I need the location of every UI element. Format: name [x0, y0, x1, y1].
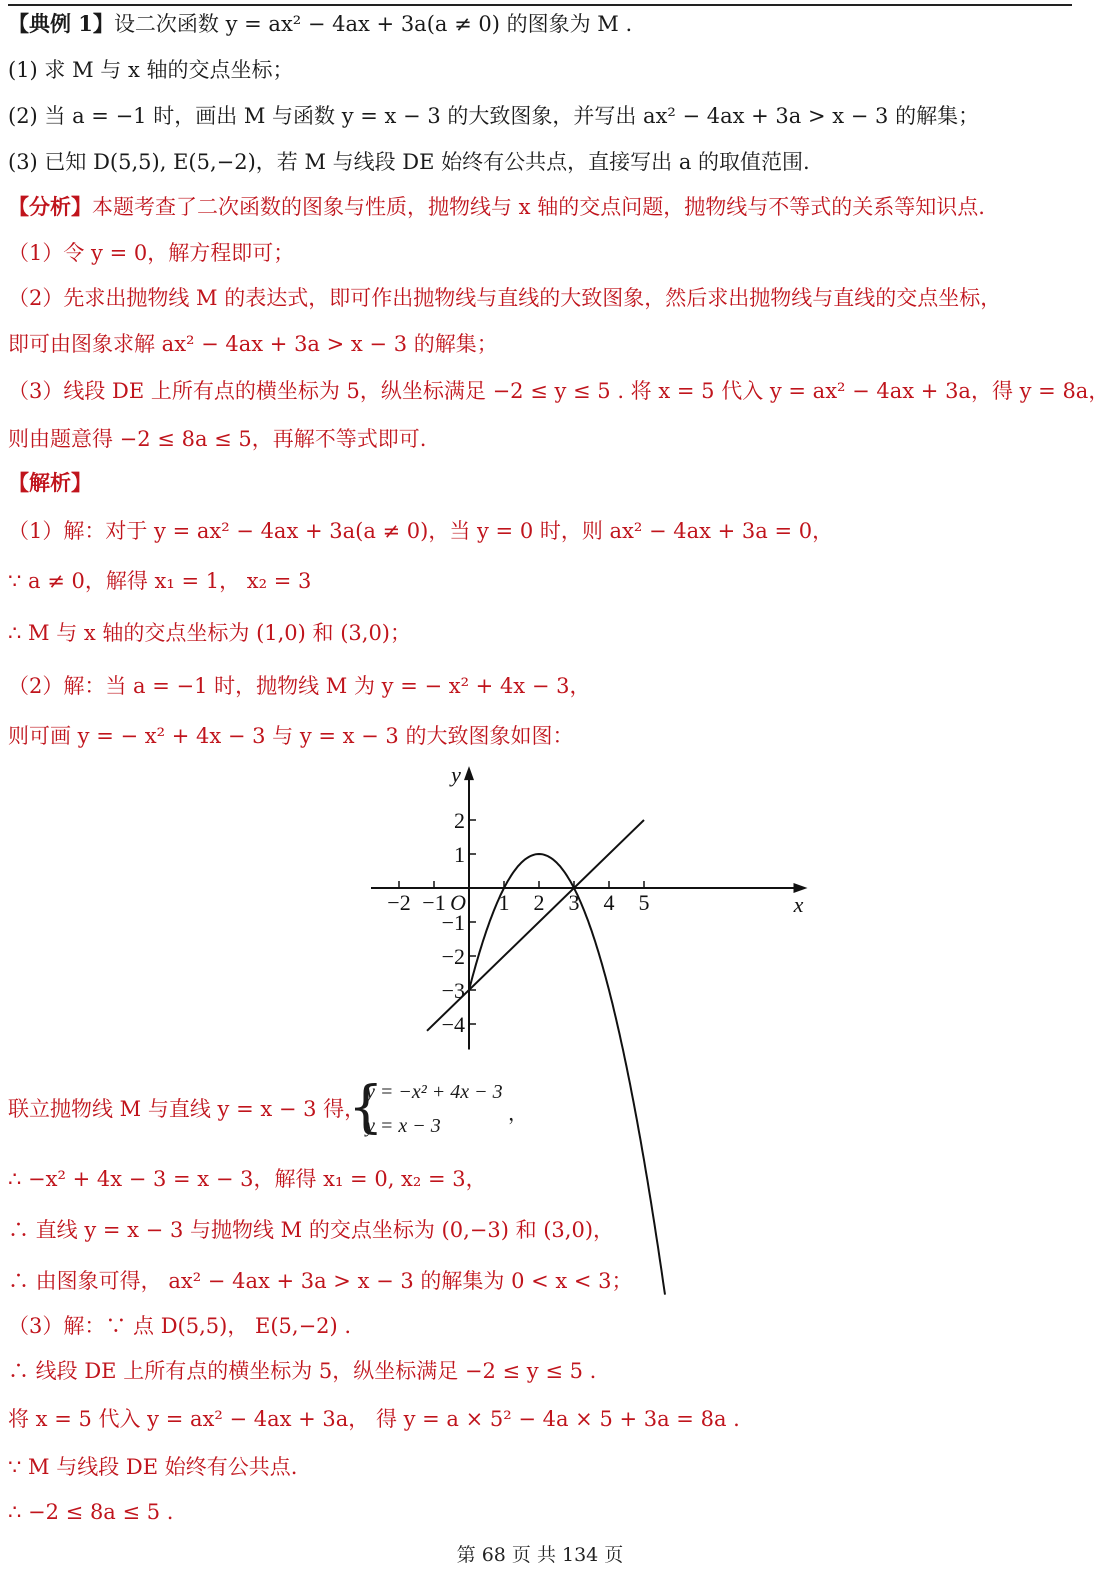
- problem-stem-text: 设二次函数 y = ax² − 4ax + 3a(a ≠ 0) 的图象为 M .: [113, 12, 633, 36]
- page-footer: 第 68 页 共 134 页: [456, 1544, 624, 1566]
- solution-line-12: 将 x = 5 代入 y = ax² − 4ax + 3a， 得 y = a × 5² − 4a × 5 + 3a = 8a .: [8, 1407, 740, 1431]
- y-axis-label: y: [451, 762, 461, 788]
- analysis-tag: 【分析】: [8, 194, 92, 219]
- analysis-part-1: （1）令 y = 0，解方程即可；: [8, 241, 295, 265]
- x-tick-label: 4: [603, 890, 615, 915]
- x-tick-label: 5: [638, 890, 650, 915]
- x-tick-label: 1: [498, 890, 510, 915]
- solution-line-11: ∴ 线段 DE 上所有点的横坐标为 5，纵坐标满足 −2 ≤ y ≤ 5 .: [8, 1359, 597, 1383]
- y-tick-label: 2: [454, 808, 465, 833]
- solution-line-3: ∴ M 与 x 轴的交点坐标为 (1,0) 和 (3,0)；: [8, 621, 411, 645]
- origin-label: O: [450, 890, 466, 915]
- y-tick-label: −1: [441, 910, 465, 935]
- solution-line-6: 联立抛物线 M 与直线 y = x − 3 得，: [8, 1097, 366, 1121]
- analysis-intro-text: 本题考查了二次函数的图象与性质，抛物线与 x 轴的交点问题，抛物线与不等式的关系等知识点.: [92, 195, 985, 219]
- analysis-intro: [8, 192, 1070, 222]
- solution-line-10: （3）解：∵ 点 D(5,5)， E(5,−2) .: [8, 1314, 352, 1338]
- x-tick-label: −1: [422, 890, 446, 915]
- solution-tag: 【解析】: [8, 470, 92, 495]
- system-equation-2: y = x − 3: [366, 1115, 441, 1137]
- question-3: (3) 已知 D(5,5), E(5,−2)，若 M 与线段 DE 始终有公共点，直接写出 a 的取值范围.: [8, 150, 810, 174]
- solution-line-13: ∵ M 与线段 DE 始终有公共点.: [8, 1455, 298, 1479]
- analysis-part-2a: （2）先求出抛物线 M 的表达式，即可作出抛物线与直线的大致图象，然后求出抛物线与直线的交点坐标，: [8, 286, 1002, 310]
- solution-line-8: ∴ 直线 y = x − 3 与抛物线 M 的交点坐标为 (0,−3) 和 (3,0)，: [8, 1218, 615, 1242]
- system-comma: ，: [508, 1103, 528, 1125]
- system-brace: {: [348, 1075, 384, 1140]
- solution-line-14: ∴ −2 ≤ 8a ≤ 5 .: [8, 1500, 174, 1524]
- solution-line-2: ∵ a ≠ 0，解得 x₁ = 1， x₂ = 3: [8, 569, 312, 593]
- solution-line-5: 则可画 y = − x² + 4x − 3 与 y = x − 3 的大致图象如图：: [8, 724, 574, 748]
- solution-line-9: ∴ 由图象可得， ax² − 4ax + 3a > x − 3 的解集为 0 < x < 3；: [8, 1269, 633, 1293]
- system-equation-1: y = −x² + 4x − 3: [366, 1081, 503, 1103]
- x-tick-label: −2: [387, 890, 411, 915]
- solution-line-7: ∴ −x² + 4x − 3 = x − 3，解得 x₁ = 0, x₂ = 3，: [8, 1167, 487, 1191]
- equation-system: [348, 1075, 528, 1145]
- solution-line-4: （2）解：当 a = −1 时，抛物线 M 为 y = − x² + 4x − 3，: [8, 674, 591, 698]
- y-tick-label: 1: [454, 842, 465, 867]
- question-2: (2) 当 a = −1 时，画出 M 与函数 y = x − 3 的大致图象，并写出 ax² − 4ax + 3a > x − 3 的解集；: [8, 104, 980, 128]
- y-tick-label: −2: [441, 944, 465, 969]
- x-tick-label: 2: [533, 890, 545, 915]
- function-graph: [360, 762, 804, 1062]
- top-rule: [8, 4, 1072, 6]
- y-axis-arrow: [464, 766, 474, 780]
- analysis-part-2b: 即可由图象求解 ax² − 4ax + 3a > x − 3 的解集；: [8, 332, 498, 356]
- x-tick-label: 3: [568, 890, 580, 915]
- problem-tag: 【典例 1】: [8, 11, 114, 36]
- y-tick-label: −3: [441, 978, 465, 1003]
- question-1: (1) 求 M 与 x 轴的交点坐标；: [8, 58, 294, 82]
- y-tick-label: −4: [441, 1012, 465, 1037]
- analysis-part-3a: （3）线段 DE 上所有点的横坐标为 5，纵坐标满足 −2 ≤ y ≤ 5 . 将 x = 5 代入 y = ax² − 4ax + 3a，得 y = 8a，: [8, 379, 1109, 403]
- x-axis-label: x: [793, 892, 804, 917]
- solution-line-1: （1）解：对于 y = ax² − 4ax + 3a(a ≠ 0)，当 y = 0 时，则 ax² − 4ax + 3a = 0，: [8, 519, 834, 543]
- problem-stem: [8, 9, 1070, 39]
- analysis-part-3b: 则由题意得 −2 ≤ 8a ≤ 5，再解不等式即可.: [8, 427, 427, 451]
